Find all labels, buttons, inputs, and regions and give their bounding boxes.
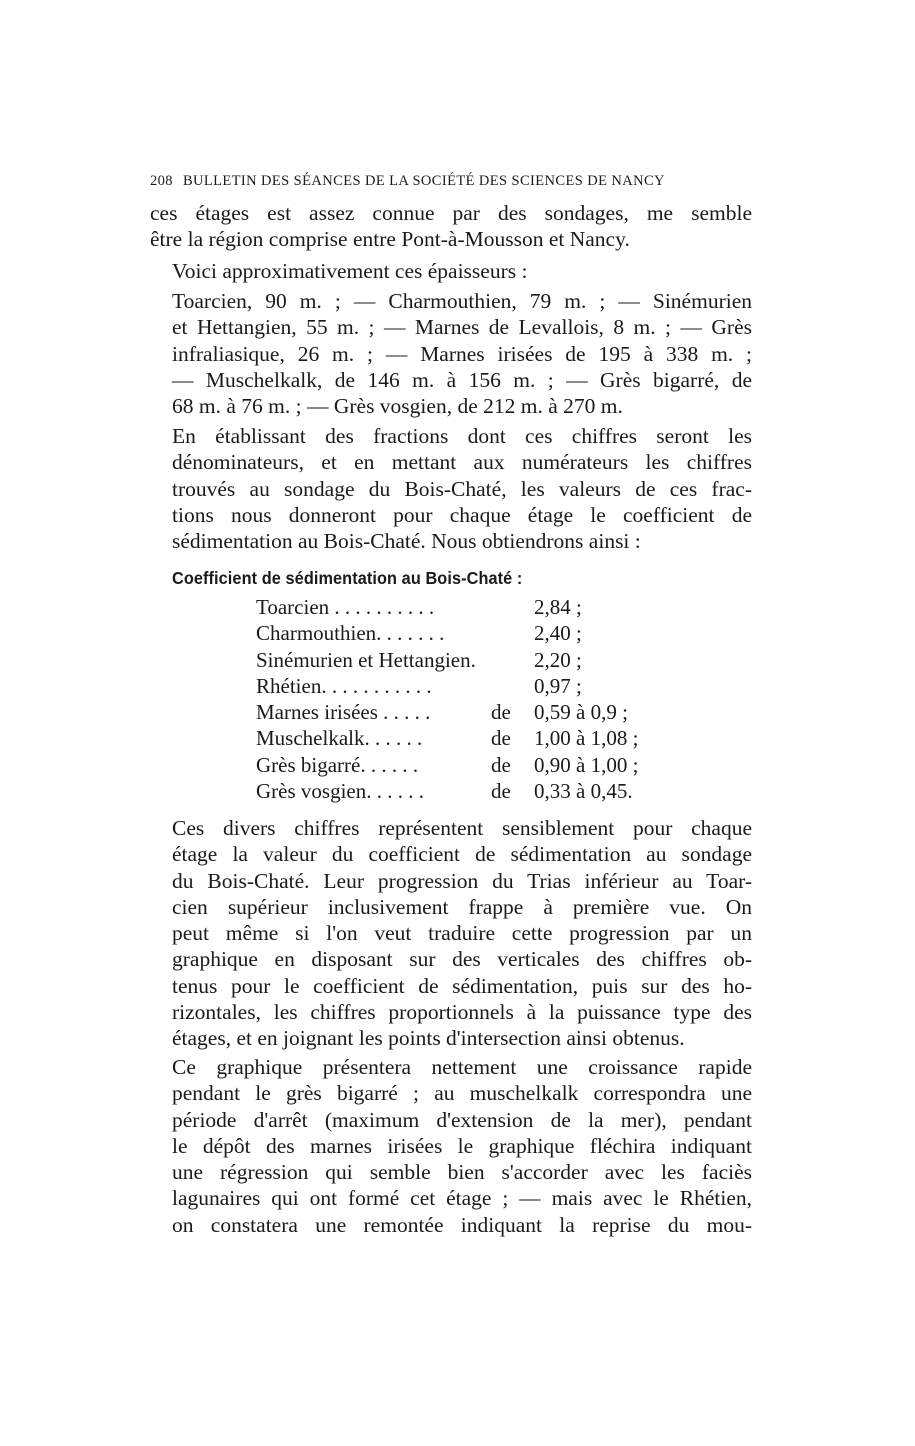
stage-name: Rhétien. . . . . . . . . . .	[256, 673, 432, 698]
table-row	[256, 752, 714, 778]
stage-name: Marnes irisées . . . . .	[256, 700, 431, 725]
table-row	[256, 699, 714, 725]
text-line: sédimentation au Bois-Chaté. Nous obtiendrons ainsi :	[172, 529, 641, 554]
text-line: peut même si l'on veut traduire cette progression par un	[172, 921, 752, 946]
stage-name: Charmouthien. . . . . . .	[256, 621, 445, 646]
paragraph-thicknesses	[150, 288, 752, 419]
paragraph-fractions	[150, 423, 752, 554]
coefficient-value: 2,84 ;	[534, 595, 582, 619]
stage-name: Muschelkalk. . . . . .	[256, 726, 423, 751]
table-title: Coefficient de sédimentation au Bois-Chaté :	[172, 568, 523, 588]
text-line: graphique en disposant sur des verticales des chiffres ob-	[172, 947, 752, 972]
text-line: Ce graphique présentera nettement une croissance rapide	[172, 1055, 752, 1079]
page-number: 208	[150, 173, 173, 189]
range-prefix	[491, 673, 534, 699]
paragraph-progression	[150, 815, 752, 1052]
coefficient-value: 2,20 ;	[534, 647, 582, 672]
text-line: étages, et en joignant les points d'intersection ainsi obtenus.	[172, 1026, 685, 1051]
range-prefix: de	[491, 779, 511, 804]
stage-name: Sinémurien et Hettangien.	[256, 647, 476, 672]
range-prefix: de	[491, 726, 511, 751]
range-prefix	[491, 620, 534, 646]
range-prefix	[491, 594, 534, 620]
coefficient-value: 1,00 à 1,08 ;	[534, 726, 639, 751]
coefficient-value: 0,59 à 0,9 ;	[534, 700, 628, 725]
text-line: tenus pour le coefficient de sédimentation, puis sur des ho-	[172, 973, 752, 998]
text-line: être la région comprise entre Pont-à-Mousson et Nancy.	[150, 227, 630, 252]
paragraph-intro-thicknesses	[150, 258, 752, 284]
stage-name: Toarcien . . . . . . . . . .	[256, 595, 435, 619]
text-line: et Hettangien, 55 m. ; — Marnes de Levallois, 8 m. ; — Grès	[172, 315, 752, 340]
table-row	[256, 673, 714, 699]
text-line: Toarcien, 90 m. ; — Charmouthien, 79 m. ; — Sinémurien	[172, 289, 752, 313]
running-header	[150, 173, 760, 190]
table-row	[256, 778, 714, 804]
paragraph-continuation	[150, 200, 752, 253]
coefficient-value: 2,40 ;	[534, 621, 582, 646]
stage-name: Grès vosgien. . . . . .	[256, 779, 424, 804]
paragraph-graph-description	[150, 1054, 752, 1238]
text-line: lagunaires qui ont formé cet étage ; — mais avec le Rhétien,	[172, 1186, 752, 1211]
text-line: En établissant des fractions dont ces chiffres seront les	[172, 424, 752, 448]
text-line: rizontales, les chiffres proportionnels à la puissance type des	[172, 1000, 752, 1025]
text-line: Voici approximativement ces épaisseurs :	[172, 259, 528, 283]
text-line: du Bois-Chaté. Leur progression du Trias inférieur au Toar-	[172, 868, 752, 893]
table-row	[256, 620, 714, 646]
table-row	[256, 647, 714, 673]
coefficient-value: 0,97 ;	[534, 673, 582, 698]
text-line: infraliasique, 26 m. ; — Marnes irisées de 195 à 338 m. ;	[172, 341, 752, 366]
range-prefix: de	[491, 700, 511, 725]
table-row	[256, 725, 714, 751]
text-line: pendant le grès bigarré ; au muschelkalk correspondra une	[172, 1081, 752, 1106]
text-line: tions nous donneront pour chaque étage le coefficient de	[172, 502, 752, 527]
text-line: étage la valeur du coefficient de sédimentation au sondage	[172, 842, 752, 867]
text-line: 68 m. à 76 m. ; — Grès vosgien, de 212 m. à 270 m.	[172, 394, 623, 419]
table-row	[256, 594, 714, 620]
text-line: période d'arrêt (maximum d'extension de la mer), pendant	[172, 1107, 752, 1132]
coefficient-value: 0,90 à 1,00 ;	[534, 752, 639, 777]
coefficient-value: 0,33 à 0,45.	[534, 779, 633, 804]
text-line: — Muschelkalk, de 146 m. à 156 m. ; — Grès bigarré, de	[172, 367, 752, 392]
text-line: une régression qui semble bien s'accorder avec les faciès	[172, 1160, 752, 1185]
stage-name: Grès bigarré. . . . . .	[256, 752, 419, 777]
text-line: le dépôt des marnes irisées le graphique fléchira indiquant	[172, 1133, 752, 1158]
text-line: cien supérieur inclusivement frappe à première vue. On	[172, 894, 752, 919]
text-line: Ces divers chiffres représentent sensiblement pour chaque	[172, 816, 752, 840]
text-line: on constatera une remontée indiquant la reprise du mou-	[172, 1212, 752, 1237]
coefficient-table	[256, 594, 714, 804]
running-title: BULLETIN DES SÉANCES DE LA SOCIÉTÉ DES SCIENCES DE NANCY	[182, 173, 665, 189]
range-prefix	[491, 647, 534, 673]
text-line: dénominateurs, et en mettant aux numérateurs les chiffres	[172, 450, 752, 475]
text-line: trouvés au sondage du Bois-Chaté, les valeurs de ces frac-	[172, 476, 752, 501]
range-prefix: de	[491, 752, 511, 777]
text-line: ces étages est assez connue par des sondages, me semble	[150, 201, 752, 225]
